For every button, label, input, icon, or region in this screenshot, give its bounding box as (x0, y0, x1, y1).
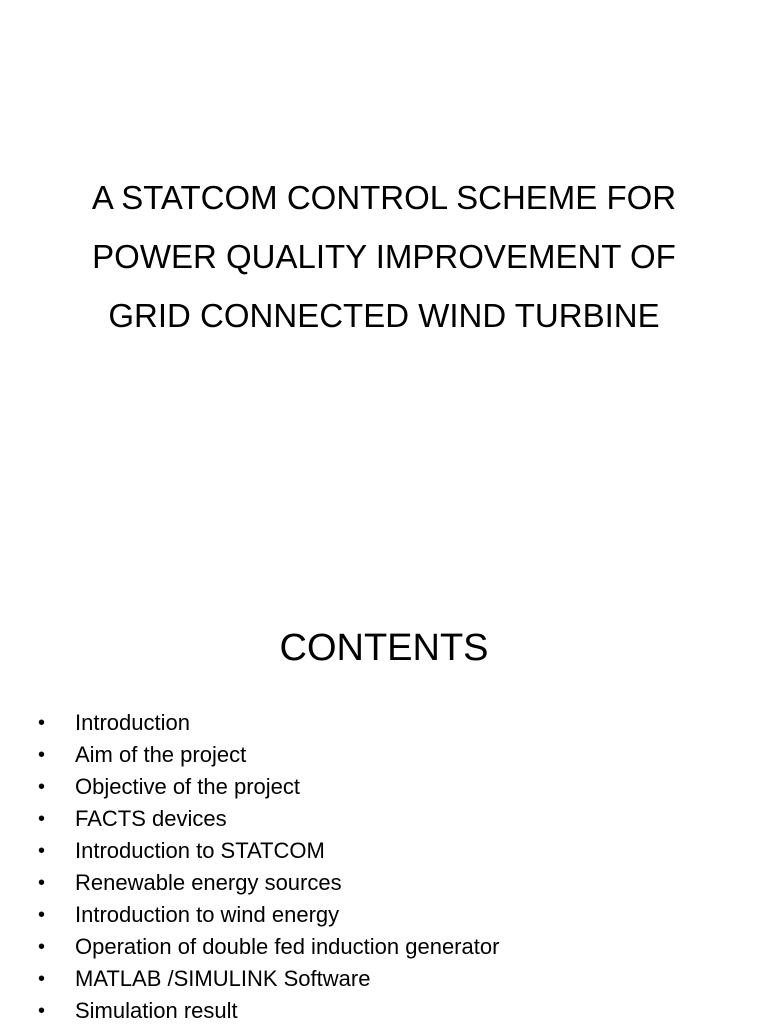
title-line: GRID CONNECTED WIND TURBINE (108, 297, 660, 334)
slide-title (40, 168, 728, 345)
bullet-icon: • (38, 936, 46, 958)
contents-slide (0, 576, 768, 1024)
list-item-label: MATLAB /SIMULINK Software (75, 966, 371, 991)
list-item-label: Simulation result (75, 998, 238, 1023)
bullet-icon: • (38, 808, 46, 830)
bullet-icon: • (38, 872, 46, 894)
list-item-label: Renewable energy sources (75, 870, 342, 895)
title-line: POWER QUALITY IMPROVEMENT OF (92, 238, 676, 275)
contents-heading: CONTENTS (279, 627, 489, 669)
list-item-label: Introduction (75, 710, 190, 735)
bullet-icon: • (38, 968, 46, 990)
list-item-label: Objective of the project (75, 774, 301, 799)
list-item-label: Introduction to STATCOM (75, 838, 325, 863)
bullet-icon: • (38, 840, 46, 862)
list-item-label: Aim of the project (75, 742, 247, 767)
title-line: A STATCOM CONTROL SCHEME FOR (91, 179, 677, 216)
bullet-icon: • (38, 904, 46, 926)
list-item-label: FACTS devices (75, 806, 227, 831)
list-item-label: Operation of double fed induction generator (75, 934, 500, 959)
bullet-icon: • (38, 744, 46, 766)
bullet-icon: • (38, 1000, 46, 1022)
bullet-icon: • (38, 776, 46, 798)
bullet-icon: • (38, 712, 46, 734)
list-item-label: Introduction to wind energy (75, 902, 340, 927)
